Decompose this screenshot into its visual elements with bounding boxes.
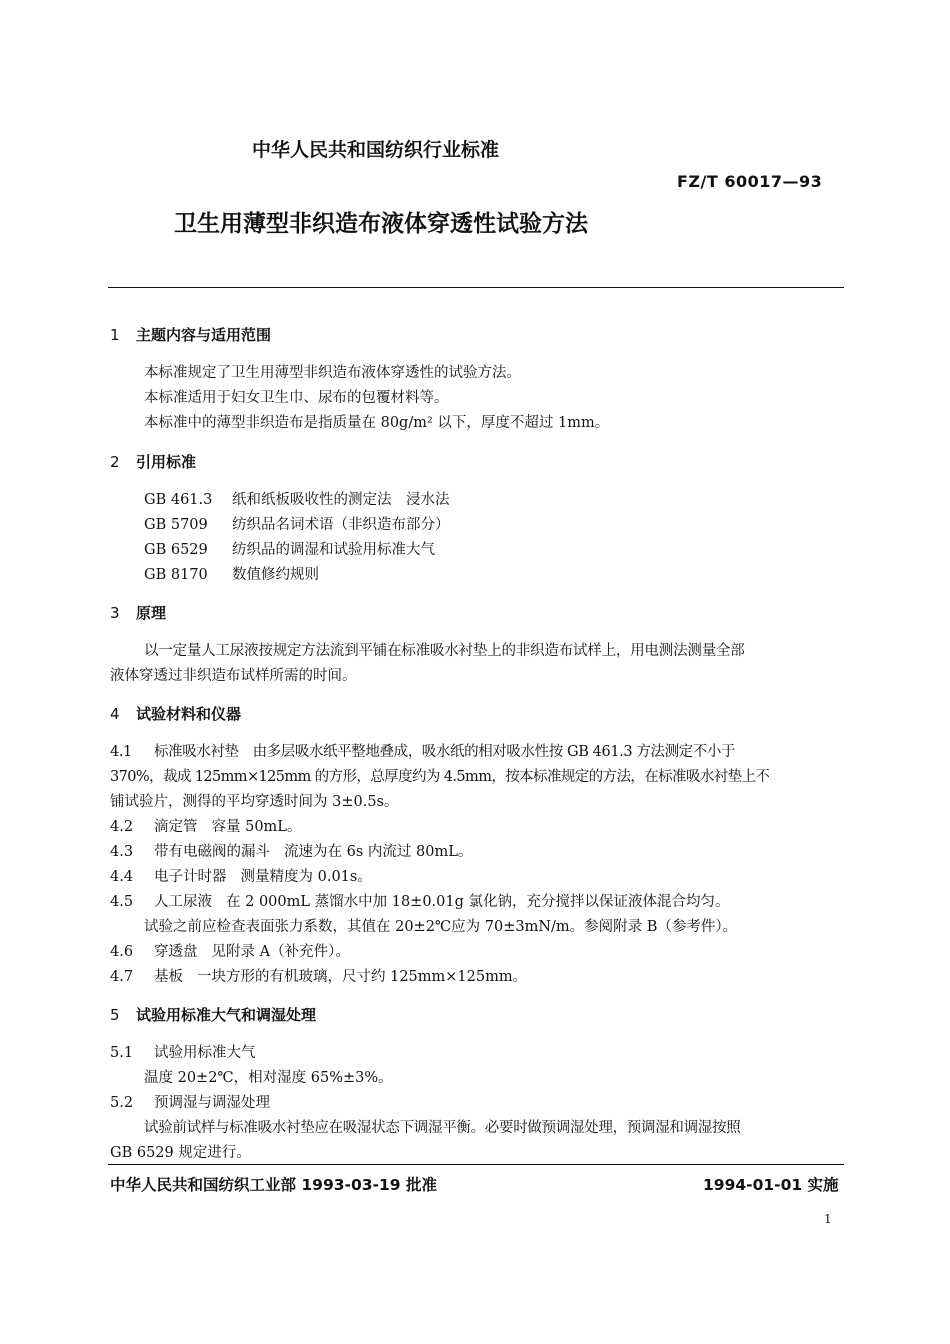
clause-label: 基板 [154,969,183,985]
section-title: 试验材料和仪器 [136,705,242,723]
section-title: 原理 [136,604,167,622]
clause-text: GB 6529 规定进行。 [110,1145,251,1161]
clause-number: 4.1 [110,744,132,760]
paragraph: 液体穿透过非织造布试样所需的时间。 [110,668,357,684]
clause-4-5 [110,890,730,911]
section-title: 主题内容与适用范围 [136,326,272,344]
paragraph: 本标准中的薄型非织造布是指质量在 80g/m² 以下，厚度不超过 1mm。 [144,415,610,431]
footer-rule [108,1164,844,1165]
section-1-heading [110,324,271,345]
clause-text: 测量精度为 0.01s。 [240,869,372,885]
section-number: 3 [110,604,120,622]
clause-4-1 [110,740,735,761]
reference-name: 纺织品的调湿和试验用标准大气 [232,542,435,558]
reference-item [144,563,319,584]
clause-text: 370%，裁成 125mm×125mm 的方形，总厚度约为 4.5mm，按本标准规定的方法，在标准吸水衬垫上不 [110,769,770,785]
section-number: 2 [110,453,120,471]
clause-number: 4.7 [110,969,134,985]
clause-text: 铺试验片，测得的平均穿透时间为 3±0.5s。 [110,794,399,810]
clause-text: 容量 50mL。 [211,819,302,835]
section-number: 1 [110,326,120,344]
reference-item [144,488,450,509]
header-rule [108,287,844,288]
section-number: 4 [110,705,120,723]
clause-text: 流速为在 6s 内流过 80mL。 [284,844,473,860]
clause-text: 一块方形的有机玻璃，尺寸约 125mm×125mm。 [197,969,528,985]
clause-text: 见附录 A（补充件）。 [211,944,350,960]
clause-label: 带有电磁阀的漏斗 [154,844,270,860]
clause-text: 试验前试样与标准吸水衬垫应在吸湿状态下调湿平衡。必要时做预调湿处理，预调湿和调湿按照 [144,1120,741,1136]
reference-name: 数值修约规则 [232,567,319,583]
reference-name: 纺织品名词术语（非织造布部分） [232,517,450,533]
effective-date: 1994-01-01 实施 [703,1176,839,1194]
section-title: 试验用标准大气和调湿处理 [136,1006,317,1024]
section-2-heading [110,451,196,472]
clause-4-2 [110,815,301,836]
clause-number: 5.1 [110,1045,134,1061]
section-title: 引用标准 [136,453,197,471]
clause-text: 试验之前应检查表面张力系数，其值在 20±2℃应为 70±3mN/m。参阅附录 B（参考件）。 [144,919,738,935]
clause-label: 预调湿与调湿处理 [154,1095,270,1111]
clause-label: 试验用标准大气 [154,1045,256,1061]
approval-line: 中华人民共和国纺织工业部 1993-03-19 批准 [110,1176,437,1194]
paragraph: 以一定量人工尿液按规定方法流到平铺在标准吸水衬垫上的非织造布试样上，用电测法测量全部 [144,643,745,659]
paragraph: 本标准规定了卫生用薄型非织造布液体穿透性的试验方法。 [144,365,521,381]
section-3-heading [110,602,166,623]
clause-label: 人工尿液 [154,894,212,910]
clause-label: 电子计时器 [154,869,227,885]
reference-code: GB 6529 [144,542,208,558]
clause-label: 滴定管 [154,819,198,835]
clause-text: 由多层吸水纸平整地叠成，吸水纸的相对吸水性按 GB 461.3 方法测定不小于 [252,744,736,760]
document-title: 卫生用薄型非织造布液体穿透性试验方法 [174,211,588,237]
clause-4-7 [110,965,527,986]
clause-number: 4.3 [110,844,134,860]
clause-text: 温度 20±2℃，相对湿度 65%±3%。 [144,1070,393,1086]
clause-5-1 [110,1041,256,1062]
clause-number: 4.4 [110,869,134,885]
reference-code: GB 5709 [144,517,208,533]
reference-item [144,538,435,559]
clause-5-2 [110,1091,270,1112]
standard-code: FZ/T 60017—93 [677,172,823,191]
clause-text: 在 2 000mL 蒸馏水中加 18±0.01g 氯化钠，充分搅拌以保证液体混合均匀。 [226,894,730,910]
reference-code: GB 461.3 [144,492,213,508]
clause-4-3 [110,840,472,861]
section-4-heading [110,703,241,724]
clause-number: 4.6 [110,944,134,960]
section-5-heading [110,1004,316,1025]
clause-label: 标准吸水衬垫 [154,744,239,760]
reference-code: GB 8170 [144,567,208,583]
paragraph: 本标准适用于妇女卫生巾、尿布的包覆材料等。 [144,390,449,406]
issuing-organization: 中华人民共和国纺织行业标准 [252,139,500,161]
section-number: 5 [110,1006,120,1024]
reference-item [144,513,450,534]
clause-number: 5.2 [110,1095,134,1111]
clause-number: 4.5 [110,894,134,910]
page-number: 1 [824,1212,832,1226]
clause-number: 4.2 [110,819,134,835]
reference-name: 纸和纸板吸收性的测定法 浸水法 [232,492,450,508]
clause-4-6 [110,940,350,961]
clause-label: 穿透盘 [154,944,198,960]
clause-4-4 [110,865,372,886]
